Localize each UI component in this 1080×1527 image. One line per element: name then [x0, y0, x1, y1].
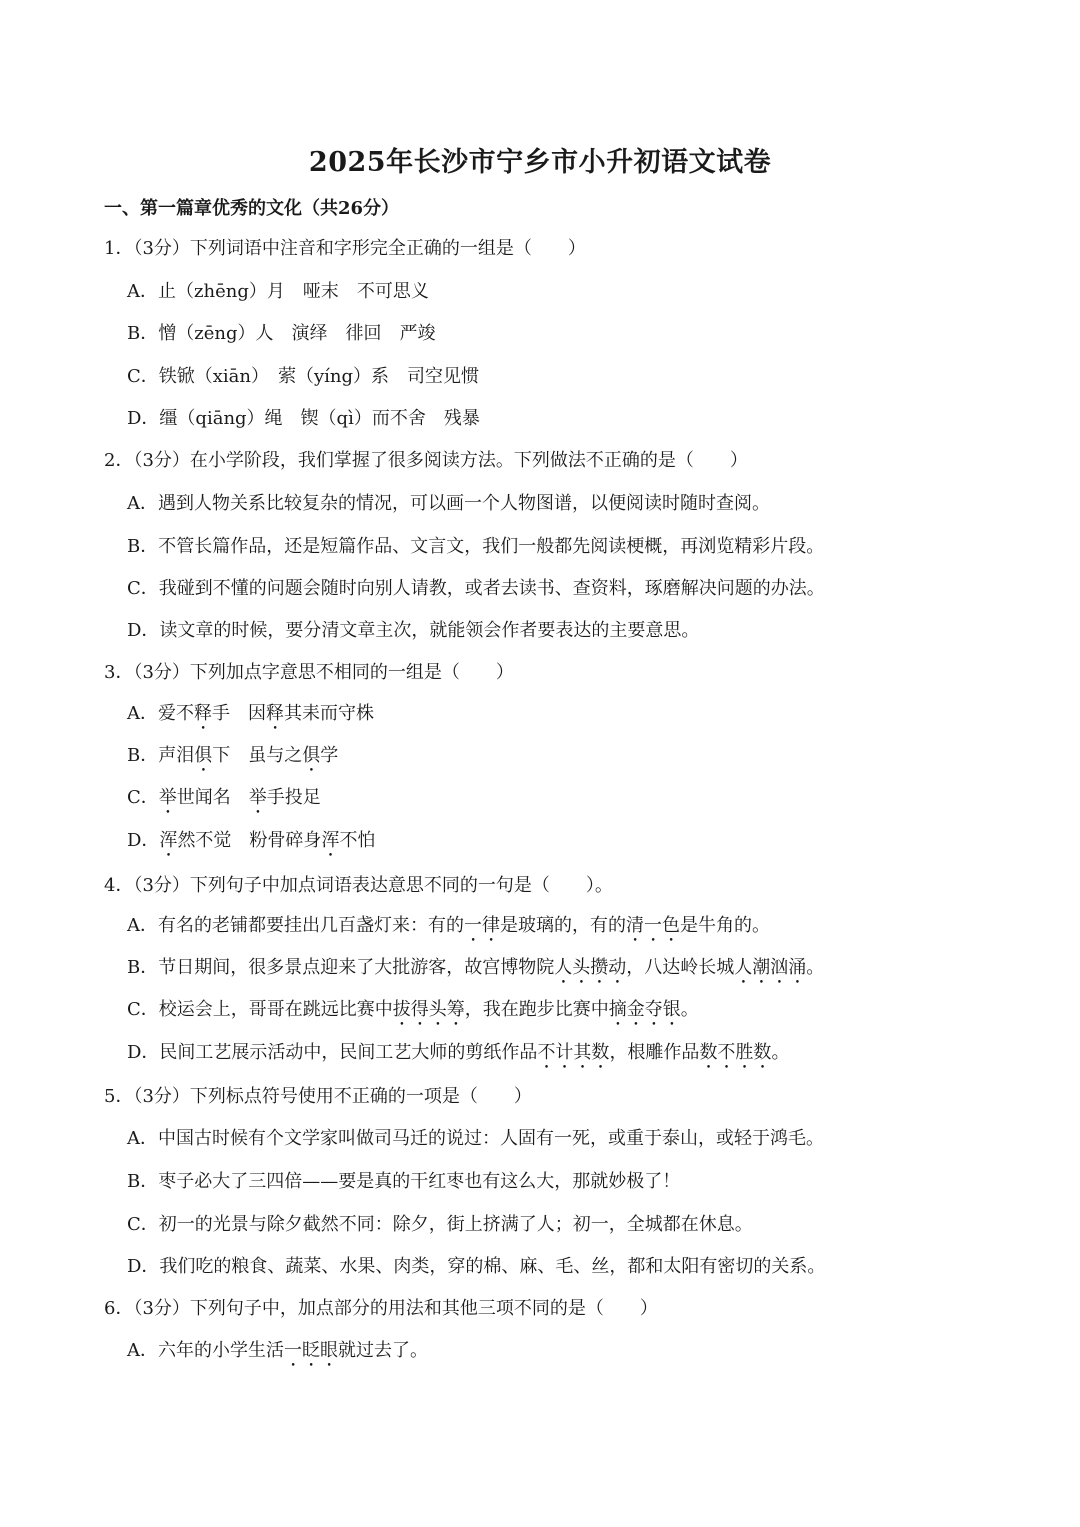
- question-2-option-d: D．读文章的时候，要分清文章主次，就能领会作者要表达的主要意思。: [127, 620, 700, 641]
- emphasized-char: 浑: [159, 830, 178, 851]
- question-5-option-a: A．中国古时候有个文学家叫做司马迁的说过：人固有一死，或重于泰山，或轻于鸿毛。: [127, 1128, 824, 1149]
- emphasized-phrase: 人潮汹涌: [734, 957, 807, 978]
- emphasized-char: 浑: [321, 830, 340, 851]
- question-3-stem: 3．（3分）下列加点字意思不相同的一组是（ ）: [104, 662, 514, 683]
- emphasized-char: 释: [194, 703, 212, 724]
- question-5-stem: 5．（3分）下列标点符号使用不正确的一项是（ ）: [104, 1086, 532, 1107]
- question-4-option-a: A．有名的老铺都要挂出几百盏灯来：有的一律是玻璃的，有的清一色是牛角的。: [127, 915, 770, 936]
- question-5-option-d: D．我们吃的粮食、蔬菜、水果、肉类，穿的棉、麻、毛、丝，都和太阳有密切的关系。: [127, 1256, 826, 1277]
- question-4-option-d: D．民间工艺展示活动中，民间工艺大师的剪纸作品不计其数，根雕作品数不胜数。: [127, 1042, 790, 1063]
- question-6-option-a: A．六年的小学生活一眨眼就过去了。: [127, 1340, 428, 1361]
- question-2-option-b: B．不管长篇作品，还是短篇作品、文言文，我们一般都先阅读梗概，再浏览精彩片段。: [127, 536, 825, 557]
- section-heading: 一、第一篇章优秀的文化（共26分）: [104, 198, 400, 219]
- question-1-option-d: D．缰（qiāng）绳 锲（qì）而不舍 残暴: [127, 408, 480, 429]
- question-3-option-a: A．爱不释手 因释其耒而守株: [127, 703, 374, 724]
- emphasized-char: 俱: [302, 745, 321, 766]
- question-2-option-c: C．我碰到不懂的问题会随时向别人请教，或者去读书、查资料，琢磨解决问题的办法。: [127, 578, 825, 599]
- question-1-stem: 1．（3分）下列词语中注音和字形完全正确的一组是（ ）: [104, 238, 586, 259]
- emphasized-char: 俱: [194, 745, 213, 766]
- emphasized-phrase: 摘金夺银: [608, 999, 681, 1020]
- emphasized-phrase: 数不胜数: [699, 1042, 772, 1063]
- question-1-option-b: B．憎（zēng）人 演绎 徘回 严竣: [127, 323, 436, 344]
- question-3-option-b: B．声泪俱下 虽与之俱学: [127, 745, 339, 766]
- question-4-option-c: C．校运会上，哥哥在跳远比赛中拔得头筹，我在跑步比赛中摘金夺银。: [127, 999, 699, 1020]
- question-5-option-b: B．枣子必大了三四倍——要是真的干红枣也有这么大，那就妙极了！: [127, 1171, 681, 1192]
- emphasized-char: 举: [248, 787, 267, 808]
- emphasized-phrase: 一律: [464, 915, 500, 936]
- question-3-option-d: D．浑然不觉 粉骨碎身浑不怕: [127, 830, 376, 851]
- emphasized-phrase: 人头攒动: [554, 957, 627, 978]
- question-4-option-b: B．节日期间，很多景点迎来了大批游客，故宫博物院人头攒动，八达岭长城人潮汹涌。: [127, 957, 825, 978]
- question-5-option-c: C．初一的光景与除夕截然不同：除夕，街上挤满了人；初一，全城都在休息。: [127, 1214, 753, 1235]
- question-6-stem: 6．（3分）下列句子中，加点部分的用法和其他三项不同的是（ ）: [104, 1298, 658, 1319]
- emphasized-phrase: 清一色: [626, 915, 680, 936]
- emphasized-char: 举: [158, 787, 177, 808]
- page-title: 2025年长沙市宁乡市小升初语文试卷: [308, 147, 772, 178]
- question-3-option-c: C．举世闻名 举手投足: [127, 787, 321, 808]
- emphasized-phrase: 拔得头筹: [392, 999, 465, 1020]
- question-2-option-a: A．遇到人物关系比较复杂的情况，可以画一个人物图谱，以便阅读时随时查阅。: [127, 493, 770, 514]
- question-4-stem: 4．（3分）下列句子中加点词语表达意思不同的一句是（ ）。: [104, 875, 613, 896]
- question-1-option-c: C．铁锨（xiān） 萦（yíng）系 司空见惯: [127, 366, 480, 387]
- emphasized-phrase: 不计其数: [537, 1042, 610, 1063]
- question-1-option-a: A．止（zhēng）月 哑末 不可思义: [127, 281, 429, 302]
- emphasized-phrase: 一眨眼: [284, 1340, 338, 1361]
- emphasized-char: 释: [266, 703, 284, 724]
- question-2-stem: 2．（3分）在小学阶段，我们掌握了很多阅读方法。下列做法不正确的是（ ）: [104, 450, 748, 471]
